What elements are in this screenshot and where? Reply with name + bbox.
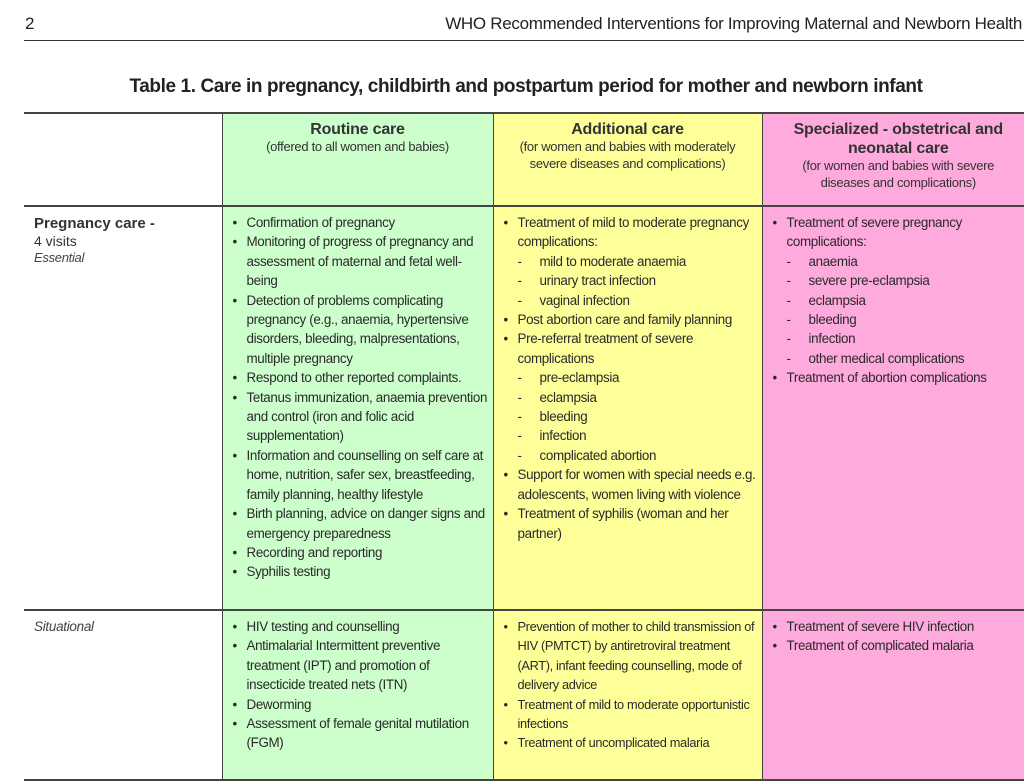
list-item-text: Prevention of mother to child transmission of HIV (PMTCT) by antiretroviral treatment (ART), infant feeding counselling, mode of delivery advice — [518, 619, 755, 692]
dash-icon: - — [787, 252, 791, 271]
additional-care-cell — [493, 206, 762, 610]
bullet-icon: • — [504, 213, 508, 232]
list-item — [233, 213, 489, 232]
list-item-text: Assessment of female genital mutilation (FGM) — [247, 716, 469, 750]
sub-list-item — [518, 271, 758, 290]
sub-list-item — [518, 252, 758, 271]
bullet-icon: • — [233, 636, 237, 655]
intervention-list — [223, 617, 493, 753]
list-item-text: Treatment of severe pregnancy complications: — [787, 215, 962, 249]
sub-list-item-text: bleeding — [540, 409, 588, 424]
list-item-text: Recording and reporting — [247, 545, 383, 560]
bullet-icon: • — [773, 636, 777, 655]
bullet-icon: • — [504, 465, 508, 484]
bullet-icon: • — [504, 329, 508, 348]
dash-icon: - — [518, 252, 522, 271]
list-item-text: Tetanus immunization, anaemia prevention and control (iron and folic acid supplementation) — [247, 390, 488, 444]
column-title: Additional care — [494, 120, 762, 139]
list-item-text: Treatment of uncomplicated malaria — [518, 735, 710, 750]
specialized-care-cell — [762, 610, 1024, 780]
sub-list-item-text: urinary tract infection — [540, 273, 656, 288]
bullet-icon: • — [233, 446, 237, 465]
sub-list-item-text: eclampsia — [809, 293, 866, 308]
bullet-icon: • — [233, 714, 237, 733]
list-item — [233, 714, 489, 753]
list-item-text: Pre-referral treatment of severe complications — [518, 331, 694, 365]
sub-list-item-text: vaginal infection — [540, 293, 630, 308]
header-routine-care — [222, 113, 493, 206]
list-item — [504, 733, 758, 752]
bullet-icon: • — [233, 504, 237, 523]
additional-care-cell — [493, 610, 762, 780]
sub-list-item — [518, 368, 758, 387]
list-item — [504, 617, 758, 695]
list-item — [233, 368, 489, 387]
list-item — [504, 465, 758, 504]
list-item-text: Monitoring of progress of pregnancy and assessment of maternal and fetal well-being — [247, 234, 474, 288]
list-item-text: Syphilis testing — [247, 564, 331, 579]
bullet-icon: • — [773, 617, 777, 636]
list-item — [233, 446, 489, 504]
sub-list-item — [787, 349, 1024, 368]
header-additional-care — [493, 113, 762, 206]
dash-icon: - — [518, 271, 522, 290]
list-item-text: HIV testing and counselling — [247, 619, 400, 634]
list-item — [233, 562, 489, 581]
intervention-list — [494, 213, 762, 543]
routine-care-cell — [222, 206, 493, 610]
intervention-list — [763, 213, 1024, 388]
row-label — [24, 206, 222, 610]
dash-icon: - — [787, 291, 791, 310]
row-label — [24, 610, 222, 780]
sub-list-item-text: infection — [809, 331, 856, 346]
list-item — [233, 636, 489, 694]
sub-list-item-text: anaemia — [809, 254, 858, 269]
list-item-text: Respond to other reported complaints. — [247, 370, 462, 385]
row-label-category: Essential — [34, 250, 222, 266]
sub-list-item — [518, 291, 758, 310]
bullet-icon: • — [504, 617, 508, 636]
bullet-icon: • — [233, 291, 237, 310]
column-title: Routine care — [223, 120, 493, 139]
bullet-icon: • — [773, 213, 777, 232]
intervention-list — [223, 213, 493, 582]
bullet-icon: • — [233, 543, 237, 562]
table-header-row — [24, 113, 1024, 206]
bullet-icon: • — [233, 232, 237, 251]
sub-list-item — [787, 329, 1024, 348]
list-item-text: Post abortion care and family planning — [518, 312, 732, 327]
sub-list — [787, 252, 1024, 368]
list-item — [504, 329, 758, 465]
list-item — [233, 504, 489, 543]
header-rule — [24, 40, 1024, 41]
dash-icon: - — [787, 271, 791, 290]
bullet-icon: • — [233, 695, 237, 714]
bullet-icon: • — [233, 368, 237, 387]
dash-icon: - — [518, 368, 522, 387]
bullet-icon: • — [233, 388, 237, 407]
list-item — [504, 310, 758, 329]
intervention-list — [763, 617, 1024, 656]
bullet-icon: • — [504, 733, 508, 752]
column-title: Specialized - obstetrical and neonatal care — [763, 120, 1024, 158]
routine-care-cell — [222, 610, 493, 780]
running-header: WHO Recommended Interventions for Improving Maternal and Newborn Health — [445, 14, 1022, 34]
bullet-icon: • — [504, 504, 508, 523]
list-item — [233, 291, 489, 369]
list-item — [504, 504, 758, 543]
list-item-text: Support for women with special needs e.g. adolescents, women living with violence — [518, 467, 756, 501]
sub-list-item — [518, 426, 758, 445]
sub-list-item — [787, 310, 1024, 329]
list-item — [233, 232, 489, 290]
list-item — [773, 636, 1024, 655]
row-label-title: Pregnancy care - — [34, 215, 222, 233]
row-label-category: Situational — [34, 619, 222, 635]
dash-icon: - — [787, 329, 791, 348]
bullet-icon: • — [233, 562, 237, 581]
list-item — [233, 617, 489, 636]
list-item-text: Treatment of mild to moderate pregnancy complications: — [518, 215, 749, 249]
dash-icon: - — [518, 407, 522, 426]
list-item — [233, 543, 489, 562]
page-number: 2 — [25, 14, 34, 34]
bullet-icon: • — [233, 213, 237, 232]
bullet-icon: • — [504, 695, 508, 714]
list-item-text: Detection of problems complicating pregnancy (e.g., anaemia, hypertensive disorders, bleeding, malpresentations, multiple pregnancy — [247, 293, 469, 366]
bullet-icon: • — [233, 617, 237, 636]
dash-icon: - — [518, 426, 522, 445]
table-row-situational — [24, 610, 1024, 780]
list-item — [233, 388, 489, 446]
dash-icon: - — [518, 291, 522, 310]
sub-list-item-text: mild to moderate anaemia — [540, 254, 686, 269]
sub-list-item — [787, 252, 1024, 271]
intervention-list — [494, 617, 762, 753]
list-item-text: Information and counselling on self care at home, nutrition, safer sex, breastfeeding, family planning, healthy lifestyle — [247, 448, 484, 502]
list-item — [773, 368, 1024, 387]
sub-list-item — [787, 271, 1024, 290]
sub-list-item — [518, 446, 758, 465]
care-table — [24, 112, 1024, 781]
specialized-care-cell — [762, 206, 1024, 610]
bullet-icon: • — [504, 310, 508, 329]
list-item — [233, 695, 489, 714]
list-item — [504, 695, 758, 734]
table-title: Table 1. Care in pregnancy, childbirth and postpartum period for mother and newborn infant — [0, 76, 1024, 98]
sub-list-item-text: other medical complications — [809, 351, 965, 366]
list-item-text: Birth planning, advice on danger signs and emergency preparedness — [247, 506, 485, 540]
column-subtitle: (for women and babies with severe diseases and complications) — [763, 158, 1024, 191]
dash-icon: - — [787, 310, 791, 329]
sub-list-item-text: complicated abortion — [540, 448, 657, 463]
bullet-icon: • — [773, 368, 777, 387]
sub-list-item-text: eclampsia — [540, 390, 597, 405]
list-item — [773, 617, 1024, 636]
row-label-subtitle: 4 visits — [34, 233, 222, 250]
dash-icon: - — [518, 388, 522, 407]
column-subtitle: (for women and babies with moderately severe diseases and complications) — [494, 139, 762, 172]
header-empty-cell — [24, 113, 222, 206]
sub-list — [518, 252, 758, 310]
sub-list-item-text: infection — [540, 428, 587, 443]
list-item-text: Deworming — [247, 697, 312, 712]
list-item-text: Treatment of severe HIV infection — [787, 619, 974, 634]
column-subtitle: (offered to all women and babies) — [223, 139, 493, 156]
sub-list-item-text: pre-eclampsia — [540, 370, 620, 385]
list-item-text: Confirmation of pregnancy — [247, 215, 395, 230]
sub-list-item-text: bleeding — [809, 312, 857, 327]
sub-list — [518, 368, 758, 465]
sub-list-item — [787, 291, 1024, 310]
header-specialized-care — [762, 113, 1024, 206]
sub-list-item — [518, 388, 758, 407]
list-item-text: Antimalarial Intermittent preventive treatment (IPT) and promotion of insecticide treated nets (ITN) — [247, 638, 441, 692]
list-item-text: Treatment of complicated malaria — [787, 638, 974, 653]
dash-icon: - — [787, 349, 791, 368]
list-item — [773, 213, 1024, 368]
list-item-text: Treatment of mild to moderate opportunistic infections — [518, 697, 750, 731]
sub-list-item — [518, 407, 758, 426]
list-item-text: Treatment of abortion complications — [787, 370, 987, 385]
list-item — [504, 213, 758, 310]
dash-icon: - — [518, 446, 522, 465]
list-item-text: Treatment of syphilis (woman and her partner) — [518, 506, 729, 540]
sub-list-item-text: severe pre-eclampsia — [809, 273, 930, 288]
table-row-pregnancy-essential — [24, 206, 1024, 610]
